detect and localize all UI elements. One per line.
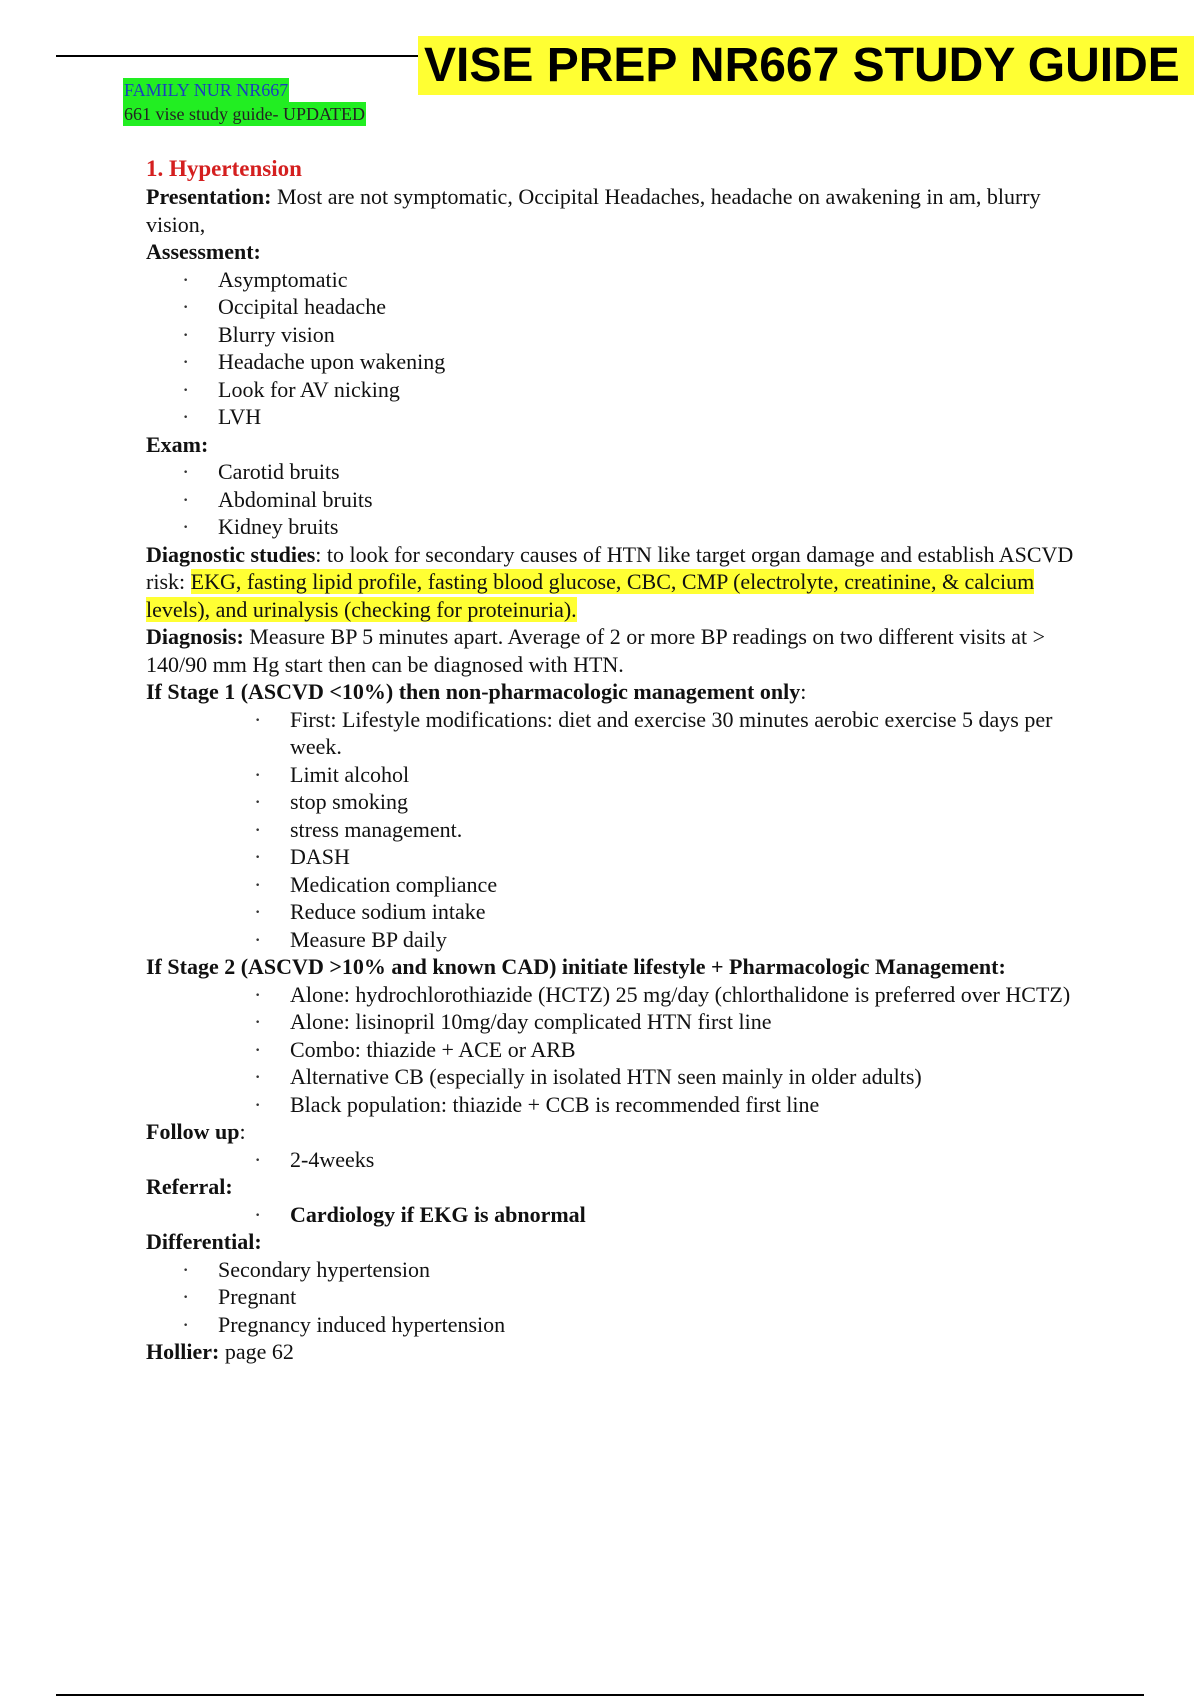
- top-rule: [56, 55, 418, 57]
- list-item: · Pregnancy induced hypertension: [146, 1311, 1086, 1339]
- list-item: · 2-4weeks: [146, 1146, 1086, 1174]
- diagnosis-label: Diagnosis:: [146, 624, 244, 649]
- list-item: · DASH: [146, 843, 1086, 871]
- hypertension-section: [146, 155, 1086, 1366]
- list-item: · Carotid bruits: [146, 458, 1086, 486]
- stage2-list: [146, 981, 1086, 1119]
- list-item: · Pregnant: [146, 1283, 1086, 1311]
- list-item: · Alone: hydrochlorothiazide (HCTZ) 25 mg/day (chlorthalidone is preferred over HCTZ): [146, 981, 1086, 1009]
- diagnosis-text: Measure BP 5 minutes apart. Average of 2 or more BP readings on two different visits at > 140/90 mm Hg start then can be diagnosed with HTN.: [146, 624, 1045, 677]
- differential-list: [146, 1256, 1086, 1339]
- hollier-label: Hollier:: [146, 1339, 220, 1364]
- bottom-rule: [56, 1694, 1144, 1696]
- stage1-list: [146, 706, 1086, 954]
- study-guide-title: VISE PREP NR667 STUDY GUIDE: [418, 36, 1194, 95]
- list-item: · Black population: thiazide + CCB is recommended first line: [146, 1091, 1086, 1119]
- assessment-list: [146, 266, 1086, 431]
- hollier-text: page 62: [219, 1339, 294, 1364]
- differential-heading: [146, 1228, 1086, 1256]
- list-item: · Occipital headache: [146, 293, 1086, 321]
- stage1-label: If Stage 1 (ASCVD <10%) then non-pharmacologic management only: [146, 679, 801, 704]
- referral-heading: [146, 1173, 1086, 1201]
- list-item: · LVH: [146, 403, 1086, 431]
- diagnostic-studies-highlight: EKG, fasting lipid profile, fasting blood glucose, CBC, CMP (electrolyte, creatinine, & calcium levels), and urinalysis (checking for proteinuria).: [146, 569, 1035, 622]
- diagnostic-studies-paragraph: [146, 541, 1086, 624]
- followup-heading: [146, 1118, 1086, 1146]
- stage1-heading: [146, 678, 1086, 706]
- course-header: [123, 78, 366, 126]
- list-item: · Kidney bruits: [146, 513, 1086, 541]
- exam-list: [146, 458, 1086, 541]
- referral-list: [146, 1201, 1086, 1229]
- list-item: · First: Lifestyle modifications: diet and exercise 30 minutes aerobic exercise 5 days per week.: [146, 706, 1086, 761]
- stage2-label: If Stage 2 (ASCVD >10% and known CAD) initiate lifestyle + Pharmacologic Management:: [146, 954, 1006, 979]
- diagnostic-studies-text: : to look for secondary causes of HTN like target organ damage and establish ASCVD risk:: [146, 541, 1074, 594]
- list-item: · Headache upon wakening: [146, 348, 1086, 376]
- assessment-heading: [146, 238, 1086, 266]
- list-item: · Measure BP daily: [146, 926, 1086, 954]
- list-item: · Blurry vision: [146, 321, 1086, 349]
- list-item: [146, 1201, 1086, 1229]
- diagnostic-studies-label: Diagnostic studies: [146, 541, 316, 567]
- assessment-label: Assessment:: [146, 239, 261, 264]
- list-item: · Alone: lisinopril 10mg/day complicated HTN first line: [146, 1008, 1086, 1036]
- referral-item: Cardiology if EKG is abnormal: [290, 1201, 586, 1227]
- hollier-reference: [146, 1338, 1086, 1366]
- referral-label: Referral:: [146, 1174, 233, 1199]
- exam-label: Exam:: [146, 431, 209, 457]
- list-item: · Combo: thiazide + ACE or ARB: [146, 1036, 1086, 1064]
- stage2-heading: [146, 953, 1086, 981]
- followup-list: [146, 1146, 1086, 1174]
- differential-label: Differential:: [146, 1229, 262, 1254]
- followup-suffix: :: [239, 1119, 246, 1144]
- list-item: · Secondary hypertension: [146, 1256, 1086, 1284]
- list-item: · Medication compliance: [146, 871, 1086, 899]
- list-item: · Limit alcohol: [146, 761, 1086, 789]
- section-title: 1. Hypertension: [146, 156, 302, 181]
- list-item: · Abdominal bruits: [146, 486, 1086, 514]
- stage1-suffix: :: [800, 679, 807, 704]
- exam-heading: [146, 431, 1086, 459]
- list-item: · stop smoking: [146, 788, 1086, 816]
- list-item: · Alternative CB (especially in isolated HTN seen mainly in older adults): [146, 1063, 1086, 1091]
- list-item: · Look for AV nicking: [146, 376, 1086, 404]
- list-item: · Asymptomatic: [146, 266, 1086, 294]
- presentation-paragraph: [146, 183, 1086, 238]
- subtitle-line: 661 vise study guide- UPDATED: [124, 104, 365, 124]
- diagnosis-paragraph: [146, 623, 1086, 678]
- list-item: · stress management.: [146, 816, 1086, 844]
- list-item: · Reduce sodium intake: [146, 898, 1086, 926]
- presentation-text: Most are not symptomatic, Occipital Headaches, headache on awakening in am, blurry vision,: [146, 184, 1041, 237]
- presentation-label: Presentation:: [146, 184, 272, 209]
- followup-label: Follow up: [146, 1119, 240, 1144]
- course-line: FAMILY NUR NR667: [124, 80, 289, 100]
